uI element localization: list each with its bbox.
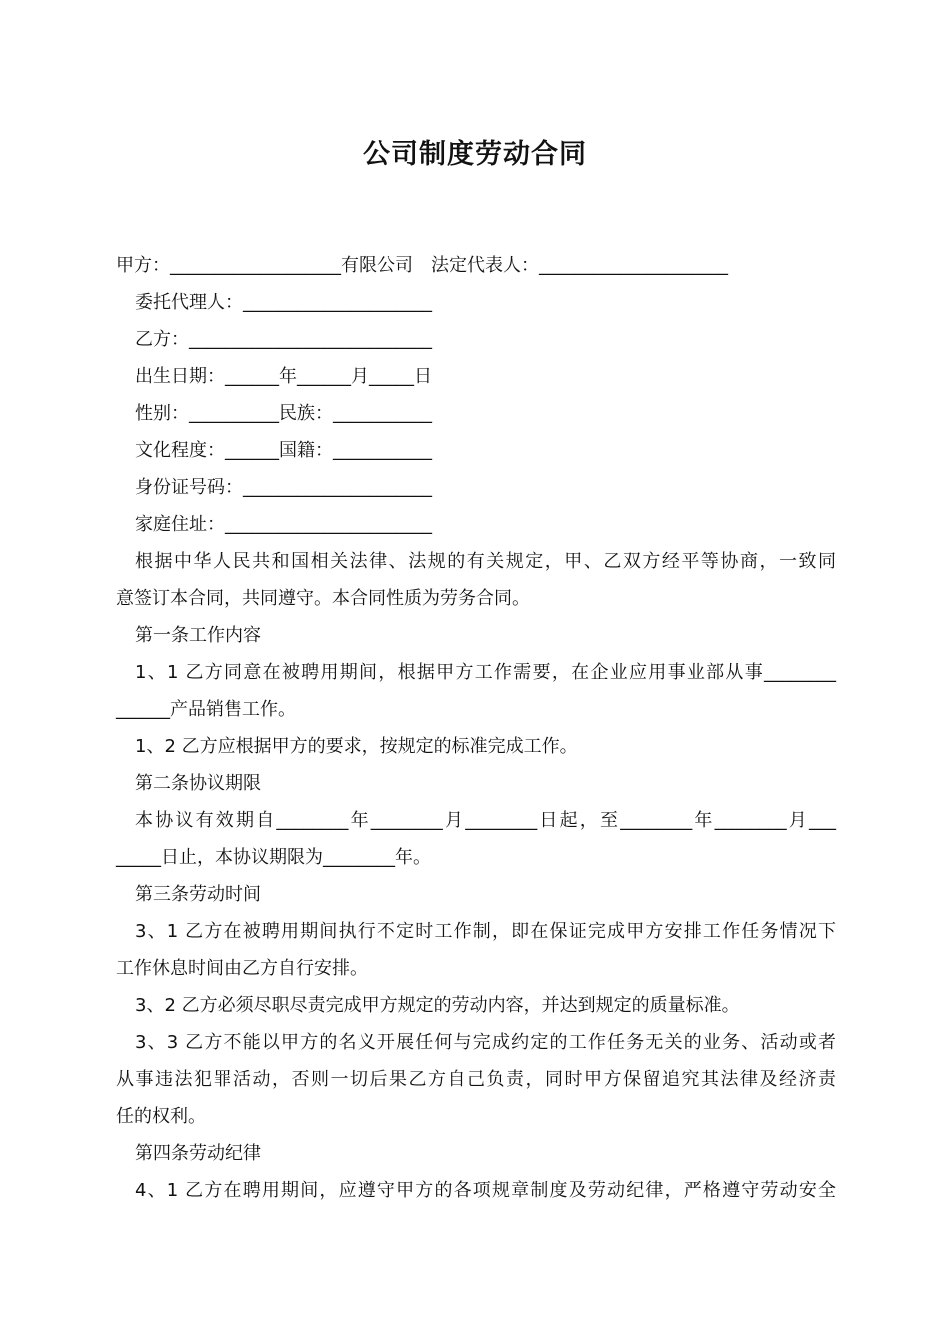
text-line: 甲方：___________________有限公司 法定代表人：_____________________: [116, 255, 728, 276]
document-body: [116, 247, 836, 1209]
text-line: 性别：__________民族：___________: [135, 403, 432, 424]
text-line: 本协议有效期自________年________月________日起，至________年________月___: [135, 810, 836, 831]
text-line: 3、3 乙方不能以甲方的名义开展任何与完成约定的工作任务无关的业务、活动或者: [135, 1032, 836, 1053]
text-line: _____日止，本协议期限为________年。: [116, 847, 431, 868]
text-line: 3、2 乙方必须尽职尽责完成甲方规定的劳动内容，并达到规定的质量标准。: [135, 995, 740, 1016]
text-line: 乙方：___________________________: [135, 329, 432, 350]
text-line: 1、1 乙方同意在被聘用期间，根据甲方工作需要，在企业应用事业部从事________: [135, 662, 836, 683]
text-line: 第四条劳动纪律: [135, 1143, 261, 1164]
text-line: 工作休息时间由乙方自行安排。: [116, 958, 368, 979]
text-line: 意签订本合同，共同遵守。本合同性质为劳务合同。: [116, 588, 530, 609]
text-line: 任的权利。: [116, 1106, 206, 1127]
text-line: 出生日期：______年______月_____日: [135, 366, 432, 387]
text-line: 3、1 乙方在被聘用期间执行不定时工作制，即在保证完成甲方安排工作任务情况下: [135, 921, 836, 942]
text-line: 1、2 乙方应根据甲方的要求，按规定的标准完成工作。: [135, 736, 578, 757]
document-title: 公司制度劳动合同: [363, 139, 587, 170]
text-line: 身份证号码：_____________________: [135, 477, 432, 498]
text-line: 4、1 乙方在聘用期间，应遵守甲方的各项规章制度及劳动纪律，严格遵守劳动安全: [135, 1180, 836, 1201]
text-line: 根据中华人民共和国相关法律、法规的有关规定，甲、乙双方经平等协商，一致同: [135, 551, 836, 572]
text-line: ______产品销售工作。: [116, 699, 296, 720]
text-line: 第二条协议期限: [135, 773, 261, 794]
text-line: 第一条工作内容: [135, 625, 261, 646]
text-line: 文化程度：______国籍：___________: [135, 440, 432, 461]
text-line: 从事违法犯罪活动，否则一切后果乙方自己负责，同时甲方保留追究其法律及经济责: [116, 1069, 836, 1090]
text-line: 第三条劳动时间: [135, 884, 261, 905]
text-line: 家庭住址：_______________________: [135, 514, 432, 535]
text-line: 委托代理人：_____________________: [135, 292, 432, 313]
